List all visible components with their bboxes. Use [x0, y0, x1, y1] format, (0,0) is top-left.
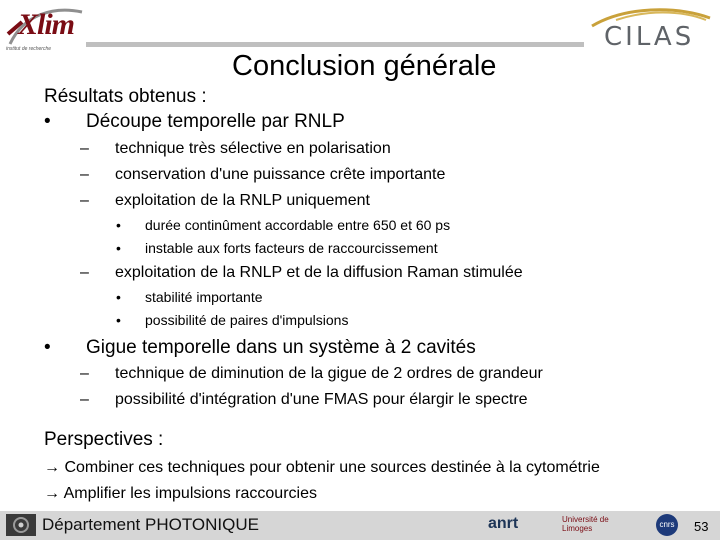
dash-icon: –: [80, 391, 89, 408]
xlim-logo-text: Xlim: [18, 8, 75, 41]
point-1-sub-4-a: stabilité importante: [145, 289, 263, 305]
bullet-icon: •: [44, 111, 51, 132]
point-2: Gigue temporelle dans un système à 2 cavités: [86, 337, 476, 358]
perspectives-heading: Perspectives :: [44, 429, 164, 450]
dash-icon: –: [80, 140, 89, 157]
bullet-icon: •: [116, 312, 121, 328]
perspective-1: → Combiner ces techniques pour obtenir une sources destinée à la cytométrie: [44, 459, 600, 476]
perspective-2: → Amplifier les impulsions raccourcies: [44, 485, 317, 502]
results-heading: Résultats obtenus :: [44, 86, 207, 107]
university-logo: Université de Limoges: [562, 515, 609, 533]
point-1-sub-4-b: possibilité de paires d'impulsions: [145, 312, 349, 328]
dash-icon: –: [80, 192, 89, 209]
header-rule: [86, 42, 584, 47]
dash-icon: –: [80, 365, 89, 382]
point-2-sub-2: possibilité d'intégration d'une FMAS pour élargir le spectre: [115, 391, 528, 408]
point-1-sub-3-b: instable aux forts facteurs de raccourcissement: [145, 240, 438, 256]
point-1-sub-1: technique très sélective en polarisation: [115, 140, 391, 157]
page-number: 53: [694, 519, 709, 534]
slide-title: Conclusion générale: [232, 50, 497, 82]
dash-icon: –: [80, 166, 89, 183]
bullet-icon: •: [116, 240, 121, 256]
dash-icon: –: [80, 264, 89, 281]
anrt-logo: anrt: [488, 515, 519, 532]
xlim-logo: [4, 4, 86, 54]
point-1-sub-3: exploitation de la RNLP uniquement: [115, 192, 370, 209]
point-1-sub-3-a: durée continûment accordable entre 650 et 60 ps: [145, 217, 451, 233]
cnrs-logo: cnrs: [656, 514, 678, 536]
cilas-logo-text: CILAS: [604, 22, 695, 52]
bullet-icon: •: [116, 289, 121, 305]
point-1-sub-2: conservation d'une puissance crête importante: [115, 166, 446, 183]
photonique-icon: [6, 514, 36, 536]
bullet-icon: •: [116, 217, 121, 233]
point-2-sub-1: technique de diminution de la gigue de 2 ordres de grandeur: [115, 365, 543, 382]
department-name: Département PHOTONIQUE: [42, 515, 259, 534]
bullet-icon: •: [44, 337, 51, 358]
xlim-logo-subtext: institut de recherche: [6, 46, 52, 52]
point-1-sub-4: exploitation de la RNLP et de la diffusion Raman stimulée: [115, 264, 523, 281]
cilas-logo: [586, 4, 716, 54]
slide-footer: [0, 511, 720, 540]
point-1: Découpe temporelle par RNLP: [86, 111, 345, 132]
department-logo-icon: [6, 514, 36, 536]
